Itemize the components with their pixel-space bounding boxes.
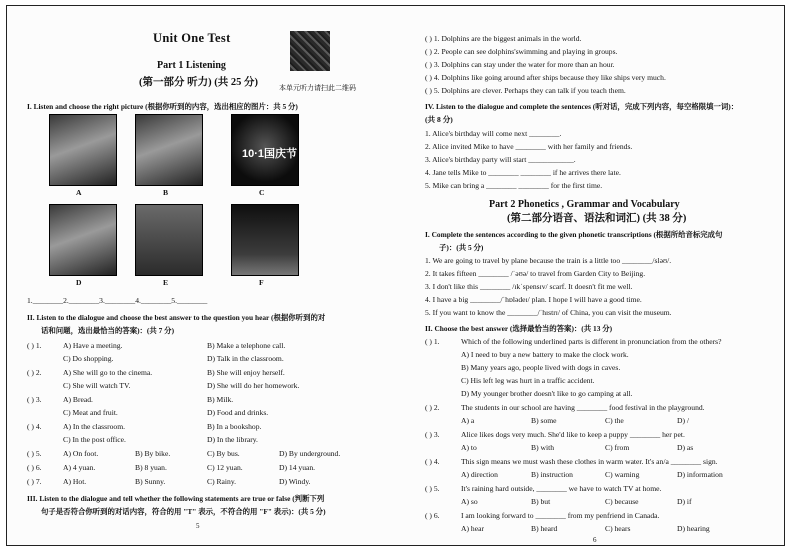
s2-q1-d: D) Talk in the classroom.	[207, 354, 284, 363]
mc-q2-b[interactable]: B) some	[531, 416, 557, 425]
s2-q5-b: B) By bike.	[135, 449, 171, 458]
s2-q3-b: B) Milk.	[207, 395, 234, 404]
picture-b	[135, 114, 203, 186]
mc-q3-text: Alice likes dogs very much. She'd like to keep a puppy ________ her pet.	[461, 430, 685, 439]
mc-q5-d[interactable]: D) if	[677, 497, 692, 506]
s2-q6-c: C) 12 yuan.	[207, 463, 243, 472]
s2-q2-a: A) She will go to the cinema.	[63, 368, 153, 377]
picture-d	[49, 204, 117, 276]
sectionI-heading-line2: 子)：(共 5 分)	[439, 243, 484, 252]
mc-q1-option-c[interactable]: C) His left leg was hurt in a traffic accident.	[461, 376, 595, 385]
section4-points: (共 8 分)	[425, 115, 453, 124]
qr-code-icon	[290, 31, 330, 71]
mc-q4-b[interactable]: B) instruction	[531, 470, 573, 479]
mc-q6-d[interactable]: D) hearing	[677, 524, 710, 533]
mc-q4-text: This sign means we must wash these clothes in warm water. It's an/a ________ sign.	[461, 457, 718, 466]
answer-blanks[interactable]: 1.________2.________3.________4.________5.________	[27, 296, 208, 305]
s2-q5-num[interactable]: ( ) 5.	[27, 449, 42, 458]
picture-f	[231, 204, 299, 276]
picture-a	[49, 114, 117, 186]
sectionII-heading: II. Choose the best answer (选择最恰当的答案)：(共 13 分)	[425, 324, 613, 333]
s4-item-5[interactable]: 5. Mike can bring a ________ ________ for the first time.	[425, 181, 603, 190]
s2-q3-d: D) Food and drinks.	[207, 408, 269, 417]
sI-item-4[interactable]: 4. I have a big ________/ˈhɒlədeɪ/ plan. I hope I will have a good time.	[425, 295, 642, 304]
s2-q1-c: C) Do shopping.	[63, 354, 114, 363]
mc-q1-text: Which of the following underlined parts is different in pronunciation from the others?	[461, 337, 722, 346]
mc-q5-text: It's raining hard outside, ________ we have to watch TV at home.	[461, 484, 662, 493]
qr-note: 本单元听力请扫此二维码	[279, 84, 356, 92]
picture-label-d: D	[76, 278, 82, 287]
s2-q6-d: D) 14 yuan.	[279, 463, 316, 472]
mc-q5-c[interactable]: C) because	[605, 497, 639, 506]
mc-q4-num[interactable]: ( ) 4.	[425, 457, 440, 466]
part2-subtitle: (第二部分语音、语法和词汇) (共 38 分)	[507, 213, 687, 224]
s4-item-2[interactable]: 2. Alice invited Mike to have ________ with her family and friends.	[425, 142, 633, 151]
mc-q2-a[interactable]: A) a	[461, 416, 475, 425]
sI-item-5[interactable]: 5. If you want to know the ________/ˈhɪstrɪ/ of China, you can visit the museum.	[425, 308, 672, 317]
s2-q3-a: A) Bread.	[63, 395, 93, 404]
mc-q3-num[interactable]: ( ) 3.	[425, 430, 440, 439]
mc-q6-num[interactable]: ( ) 6.	[425, 511, 440, 520]
s2-q7-b: B) Sunny.	[135, 477, 166, 486]
s2-q6-b: B) 8 yuan.	[135, 463, 167, 472]
left-page	[21, 6, 383, 545]
part1-subtitle: (第一部分 听力) (共 25 分)	[139, 77, 258, 88]
mc-q4-c[interactable]: C) warning	[605, 470, 640, 479]
section1-heading: I. Listen and choose the right picture (根据你听到的内容，选出相应的图片：共 5 分)	[27, 102, 298, 111]
right-page	[421, 6, 777, 545]
sI-item-2[interactable]: 2. It takes fifteen ________ /ˈəʊə/ to travel from Garden City to Beijing.	[425, 269, 646, 278]
page-number-left: 5	[196, 522, 200, 530]
s2-q4-d: D) In the library.	[207, 435, 258, 444]
picture-c	[231, 114, 299, 186]
s2-q7-a: A) Hot.	[63, 477, 87, 486]
mc-q3-c[interactable]: C) from	[605, 443, 630, 452]
mc-q3-b[interactable]: B) with	[531, 443, 554, 452]
s2-q3-c: C) Meat and fruit.	[63, 408, 118, 417]
mc-q2-num[interactable]: ( ) 2.	[425, 403, 440, 412]
picture-label-e: E	[163, 278, 169, 287]
s4-item-4[interactable]: 4. Jane tells Mike to ________ ________ if he arrives there late.	[425, 168, 621, 177]
section2-heading-line1: II. Listen to the dialogue and choose the best answer to the question you hear (根据你听到的对	[27, 313, 326, 322]
s2-q5-c: C) By bus.	[207, 449, 240, 458]
section3-heading-line2: 句子是否符合你听到的对话内容，符合的用 "T" 表示，不符合的用 "F" 表示)：(共 5 分)	[41, 507, 326, 516]
s2-q2-d: D) She will do her homework.	[207, 381, 300, 390]
s2-q6-num[interactable]: ( ) 6.	[27, 463, 42, 472]
picture-e	[135, 204, 203, 276]
s2-q1-b: B) Make a telephone call.	[207, 341, 286, 350]
picture-label-a: A	[76, 188, 82, 197]
s4-item-3[interactable]: 3. Alice's birthday party will start ____________.	[425, 155, 576, 164]
mc-q6-b[interactable]: B) heard	[531, 524, 558, 533]
tf-item-3[interactable]: ( ) 3. Dolphins can stay under the water for more than an hour.	[425, 60, 615, 69]
s2-q5-d: D) By underground.	[279, 449, 341, 458]
tf-item-1[interactable]: ( ) 1. Dolphins are the biggest animals in the world.	[425, 34, 582, 43]
tf-item-4[interactable]: ( ) 4. Dolphins like going around after ships because they like ships very much.	[425, 73, 666, 82]
s2-q7-c: C) Rainy.	[207, 477, 237, 486]
mc-q6-a[interactable]: A) hear	[461, 524, 484, 533]
s2-q4-c: C) In the post office.	[63, 435, 126, 444]
picture-c-text: 10·1国庆节	[242, 148, 298, 160]
s4-item-1[interactable]: 1. Alice's birthday will come next ________.	[425, 129, 562, 138]
part2-title: Part 2 Phonetics , Grammar and Vocabulary	[489, 199, 680, 210]
mc-q6-text: I am looking forward to ________ from my penfriend in Canada.	[461, 511, 660, 520]
sI-item-1[interactable]: 1. We are going to travel by plane because the train is a little too ________/sləʊ/.	[425, 256, 672, 265]
page-number-right: 6	[593, 536, 597, 544]
s2-q3-num[interactable]: ( ) 3.	[27, 395, 42, 404]
sI-item-3[interactable]: 3. I don't like this ________ /ɪkˈspensɪv/ scarf. It doesn't fit me well.	[425, 282, 633, 291]
tf-item-5[interactable]: ( ) 5. Dolphins are clever. Perhaps they can talk if you teach them.	[425, 86, 626, 95]
mc-q2-d[interactable]: D) /	[677, 416, 690, 425]
tf-item-2[interactable]: ( ) 2. People can see dolphins'swimming and playing in groups.	[425, 47, 618, 56]
exam-sheet	[6, 5, 785, 546]
section3-heading-line1: III. Listen to the dialogue and tell whether the following statements are true or false (判断下列	[27, 494, 325, 503]
mc-q5-b[interactable]: B) but	[531, 497, 551, 506]
part1-title: Part 1 Listening	[157, 60, 226, 71]
picture-label-b: B	[163, 188, 169, 197]
s2-q2-c: C) She will watch TV.	[63, 381, 131, 390]
s2-q1-num[interactable]: ( ) 1.	[27, 341, 42, 350]
mc-q5-num[interactable]: ( ) 5.	[425, 484, 440, 493]
s2-q7-d: D) Windy.	[279, 477, 311, 486]
mc-q6-c[interactable]: C) hears	[605, 524, 631, 533]
s2-q4-b: B) In a bookshop.	[207, 422, 262, 431]
s2-q2-b: B) She will enjoy herself.	[207, 368, 285, 377]
picture-label-c: C	[259, 188, 265, 197]
mc-q4-d[interactable]: D) information	[677, 470, 723, 479]
mc-q2-c[interactable]: C) the	[605, 416, 624, 425]
mc-q1-option-b[interactable]: B) Many years ago, people lived with dogs in caves.	[461, 363, 621, 372]
sectionI-heading-line1: I. Complete the sentences according to the given phonetic transcriptions (根据所给音标完成句	[425, 230, 723, 239]
unit-title: Unit One Test	[153, 31, 231, 45]
mc-q2-text: The students in our school are having ________ food festival in the playground.	[461, 403, 705, 412]
section2-heading-line2: 话和问题，选出最恰当的答案)：(共 7 分)	[41, 326, 175, 335]
mc-q1-num[interactable]: ( ) 1.	[425, 337, 440, 346]
mc-q1-option-d[interactable]: D) My younger brother doesn't like to go camping at all.	[461, 389, 633, 398]
mc-q3-d[interactable]: D) as	[677, 443, 694, 452]
s2-q2-num[interactable]: ( ) 2.	[27, 368, 42, 377]
mc-q5-a[interactable]: A) so	[461, 497, 478, 506]
mc-q1-option-a[interactable]: A) I need to buy a new battery to make the clock work.	[461, 350, 629, 359]
section4-heading: IV. Listen to the dialogue and complete the sentences (听对话，完成下列内容，每空格限填一词)：	[425, 102, 739, 111]
mc-q4-a[interactable]: A) direction	[461, 470, 498, 479]
s2-q1-a: A) Have a meeting.	[63, 341, 123, 350]
s2-q5-a: A) On foot.	[63, 449, 99, 458]
mc-q3-a[interactable]: A) to	[461, 443, 477, 452]
s2-q7-num[interactable]: ( ) 7.	[27, 477, 42, 486]
picture-label-f: F	[259, 278, 264, 287]
s2-q4-a: A) In the classroom.	[63, 422, 125, 431]
s2-q6-a: A) 4 yuan.	[63, 463, 96, 472]
s2-q4-num[interactable]: ( ) 4.	[27, 422, 42, 431]
